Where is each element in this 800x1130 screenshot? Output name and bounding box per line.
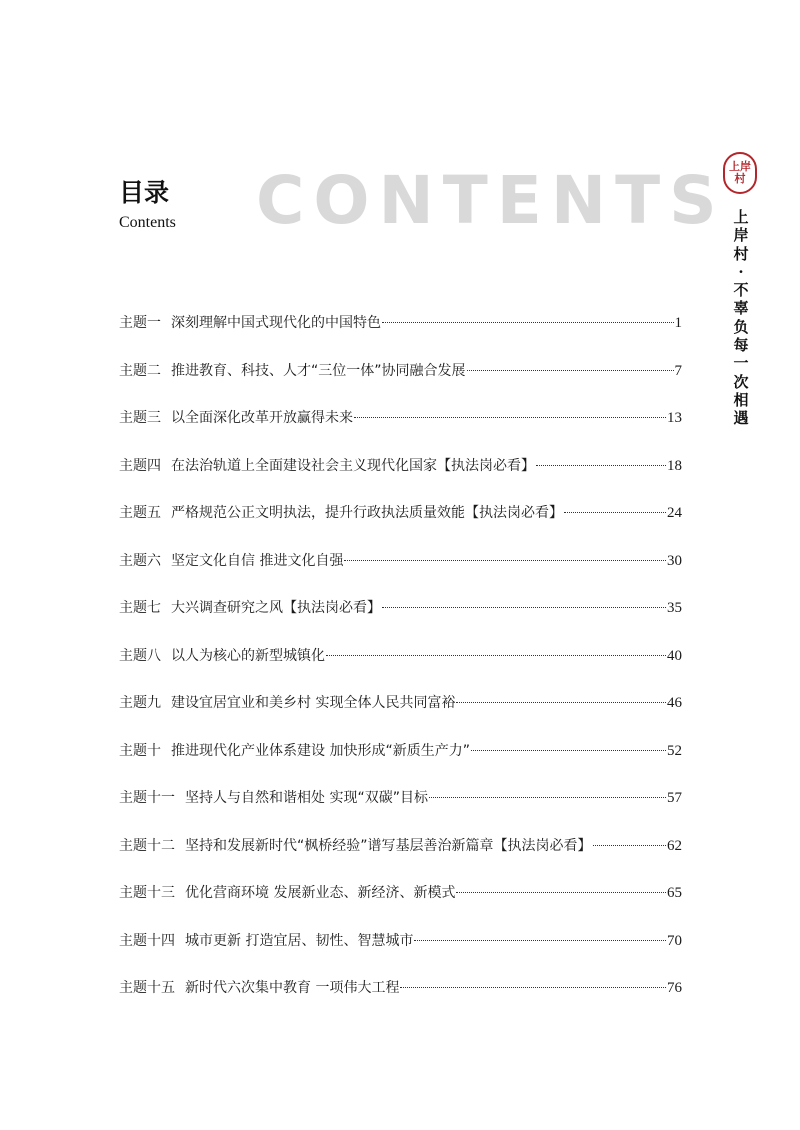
toc-entry-title: 建设宜居宜业和美乡村 实现全体人民共同富裕	[171, 695, 456, 711]
toc-entry-page-number: 1	[674, 315, 682, 331]
toc-entry-label: 主题十四	[119, 932, 175, 949]
toc-entry-label: 主题十	[119, 742, 161, 759]
toc-entry-title: 优化营商环境 发展新业态、新经济、新模式	[185, 885, 456, 901]
toc-leader-dots	[344, 560, 666, 561]
toc-leader-dots	[414, 940, 666, 941]
page-title: 目录	[119, 178, 170, 207]
toc-entry-label: 主题四	[119, 457, 161, 474]
page-subtitle: Contents	[119, 214, 176, 231]
brand-seal-logo	[723, 152, 757, 194]
toc-leader-dots	[326, 655, 666, 656]
toc-entry-label: 主题十五	[119, 980, 175, 996]
brand-slogan: 上岸村·不辜负每一次相遇	[733, 208, 749, 428]
toc-leader-dots	[354, 417, 666, 418]
toc-leader-dots	[471, 750, 666, 751]
toc-entry-title: 在法治轨道上全面建设社会主义现代化国家【执法岗必看】	[171, 457, 535, 474]
toc-entry-title: 推进教育、科技、人才“三位一体”协同融合发展	[171, 362, 466, 379]
toc-leader-dots	[382, 607, 666, 608]
toc-entry[interactable]	[119, 360, 682, 384]
toc-entry-page-number: 18	[667, 457, 682, 474]
toc-entry[interactable]	[119, 312, 682, 336]
toc-entry[interactable]	[119, 835, 682, 859]
toc-leader-dots	[456, 702, 666, 703]
toc-entry-title: 城市更新 打造宜居、韧性、智慧城市	[185, 932, 414, 949]
toc-entry[interactable]	[119, 407, 682, 431]
toc-entry-title: 大兴调查研究之风【执法岗必看】	[171, 600, 381, 616]
toc-leader-dots	[593, 845, 666, 846]
toc-leader-dots	[429, 797, 666, 798]
toc-entry-title: 严格规范公正文明执法，提升行政执法质量效能【执法岗必看】	[171, 505, 563, 521]
toc-entry-page-number: 7	[674, 362, 682, 379]
contents-watermark: CONTENTS	[256, 162, 726, 239]
toc-entry-page-number: 24	[667, 505, 682, 521]
toc-entry-title: 坚定文化自信 推进文化自强	[171, 552, 344, 569]
toc-entry[interactable]	[119, 645, 682, 669]
toc-entry-title: 坚持和发展新时代“枫桥经验”谱写基层善治新篇章【执法岗必看】	[185, 837, 592, 854]
toc-entry-page-number: 57	[667, 790, 682, 806]
toc-entry-label: 主题十三	[119, 885, 175, 901]
toc-entry-title: 推进现代化产业体系建设 加快形成“新质生产力”	[171, 742, 470, 759]
toc-entry-title: 以人为核心的新型城镇化	[171, 647, 325, 664]
toc-entry[interactable]	[119, 692, 682, 716]
toc-entry[interactable]	[119, 930, 682, 954]
toc-entry-page-number: 62	[667, 837, 682, 854]
toc-entry-page-number: 70	[667, 932, 682, 949]
toc-entry-label: 主题十一	[119, 790, 175, 806]
toc-entry-page-number: 13	[667, 410, 682, 426]
toc-entry-title: 坚持人与自然和谐相处 实现“双碳”目标	[185, 790, 428, 806]
toc-entry-label: 主题三	[119, 410, 161, 426]
toc-leader-dots	[400, 987, 666, 988]
toc-entry-page-number: 40	[667, 647, 682, 664]
toc-entry-page-number: 30	[667, 552, 682, 569]
toc-leader-dots	[456, 892, 666, 893]
toc-leader-dots	[467, 370, 674, 371]
toc-entry[interactable]	[119, 597, 682, 621]
toc-entry-label: 主题一	[119, 315, 161, 331]
toc-entry-label: 主题十二	[119, 837, 175, 854]
header	[0, 0, 800, 260]
toc-entry[interactable]	[119, 787, 682, 811]
toc-entry-title: 以全面深化改革开放赢得未来	[171, 410, 353, 426]
toc-entry-label: 主题五	[119, 505, 161, 521]
toc-entry[interactable]	[119, 740, 682, 764]
toc-entry-title: 新时代六次集中教育 一项伟大工程	[185, 980, 400, 996]
seal-text: 上岸村	[729, 160, 751, 185]
toc-entry-page-number: 65	[667, 885, 682, 901]
toc-entry[interactable]	[119, 455, 682, 479]
toc-entry-page-number: 52	[667, 742, 682, 759]
toc-entry-label: 主题八	[119, 647, 161, 664]
toc-entry-page-number: 46	[667, 695, 682, 711]
toc-entry-page-number: 35	[667, 600, 682, 616]
toc-leader-dots	[382, 322, 674, 323]
toc-entry[interactable]	[119, 502, 682, 526]
toc-entry-label: 主题二	[119, 362, 161, 379]
toc-leader-dots	[564, 512, 666, 513]
toc-entry-label: 主题六	[119, 552, 161, 569]
toc-entry[interactable]	[119, 882, 682, 906]
toc-leader-dots	[536, 465, 666, 466]
toc-entry-title: 深刻理解中国式现代化的中国特色	[171, 315, 381, 331]
toc-entry-label: 主题九	[119, 695, 161, 711]
toc-entry[interactable]	[119, 977, 682, 1001]
toc-entry-label: 主题七	[119, 600, 161, 616]
toc-entry[interactable]	[119, 550, 682, 574]
toc-entry-page-number: 76	[667, 980, 682, 996]
